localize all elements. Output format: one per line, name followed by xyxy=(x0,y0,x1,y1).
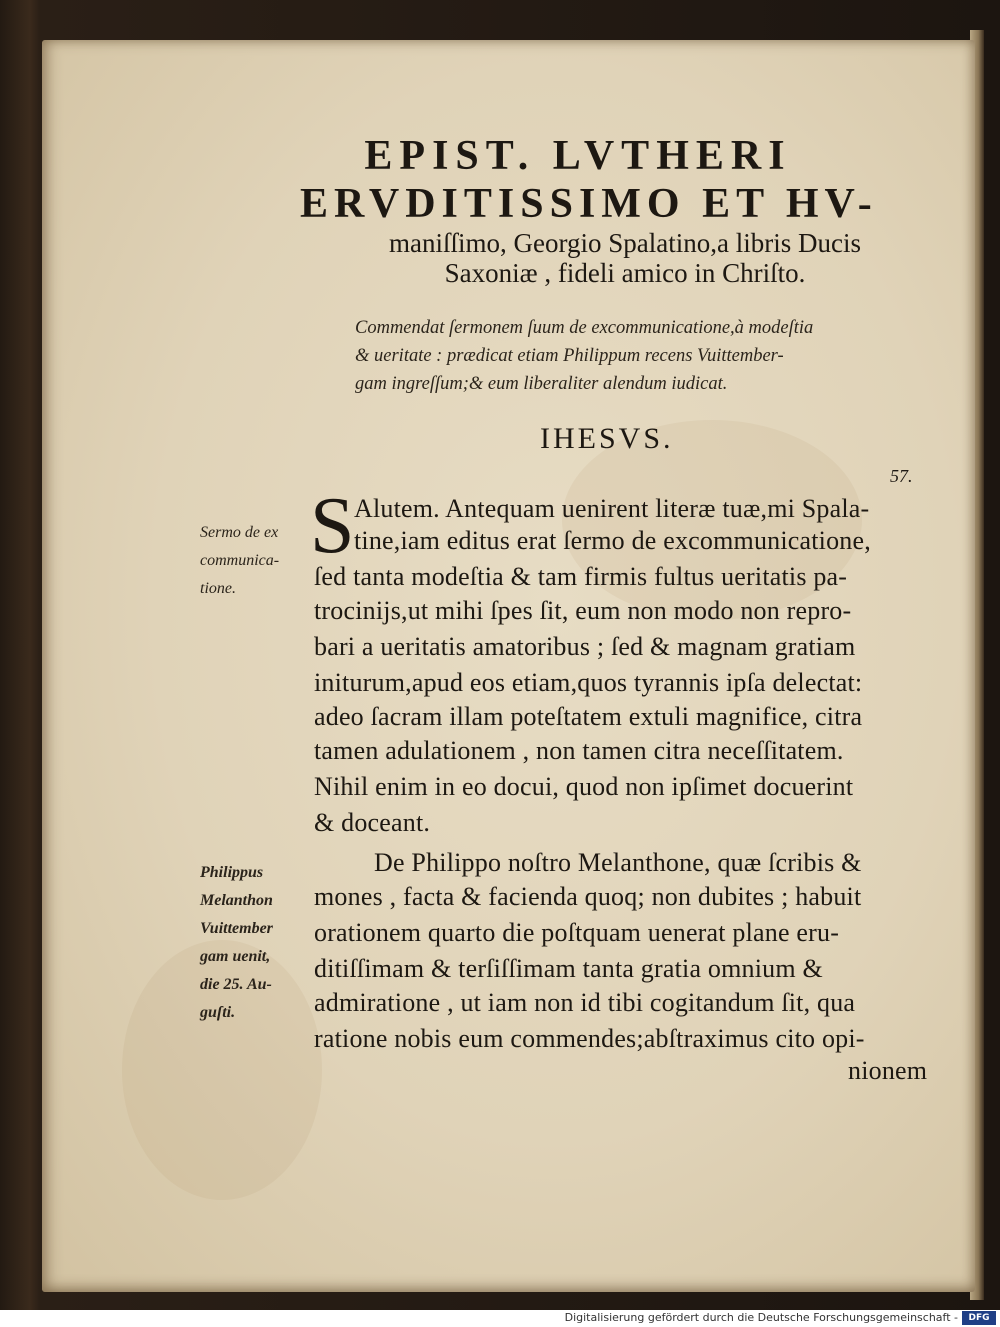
dfg-logo: DFG xyxy=(962,1311,996,1325)
body-line: Nihil enim in eo docui, quod non ipſimet docuerint xyxy=(314,772,854,801)
summary-line: Commendat ſermonem ſuum de excommunicatione,à modeſtia xyxy=(355,318,814,338)
margin-note-line: guſti. xyxy=(200,1004,236,1021)
body-line: initurum,apud eos etiam,quos tyrannis ipſa delectat: xyxy=(314,668,863,697)
body-line: adeo ſacram illam poteſtatem extuli magnifice, citra xyxy=(314,702,863,731)
title-line-2: ERVDITISSIMO ET HV- xyxy=(300,181,878,227)
margin-note-line: die 25. Au- xyxy=(200,976,272,993)
body-line: trocinijs,ut mihi ſpes ſit, eum non modo non repro- xyxy=(314,596,852,625)
body-line: De Philippo noſtro Melanthone, quæ ſcribis & xyxy=(374,848,862,877)
margin-note-line: Philippus xyxy=(200,864,264,881)
body-line: tine,iam editus erat ſermo de excommunicatione, xyxy=(354,526,871,555)
drop-cap: S xyxy=(310,482,355,570)
body-line: tamen adulationem , non tamen citra neceſſitatem. xyxy=(314,736,844,765)
margin-note-line: tione. xyxy=(200,580,236,597)
footer-credit: Digitalisierung gefördert durch die Deutsche Forschungsgemeinschaft - xyxy=(564,1311,958,1324)
margin-note-line: communica- xyxy=(200,552,280,569)
title-line-4: Saxoniæ , fideli amico in Chriſto. xyxy=(444,258,806,288)
body-line: & doceant. xyxy=(314,808,431,837)
catchword: nionem xyxy=(848,1056,928,1085)
margin-note-line: Sermo de ex xyxy=(200,524,279,541)
margin-note-line: Vuittember xyxy=(200,920,273,937)
body-line: admiratione , ut iam non id tibi cogitandum ſit, qua xyxy=(314,988,856,1017)
body-line: ditiſſimam & terſiſſimam tanta gratia omnium & xyxy=(314,954,823,983)
section-heading: IHESVS. xyxy=(540,422,674,455)
margin-note-line: Melanthon xyxy=(200,892,273,909)
margin-note-line: gam uenit, xyxy=(200,948,271,965)
body-line: mones , facta & facienda quoq; non dubites ; habuit xyxy=(314,882,862,911)
body-line: ratione nobis eum commendes;abſtraximus cito opi- xyxy=(314,1024,865,1053)
title-line-3: maniſſimo, Georgio Spalatino,a libris Ducis xyxy=(389,228,861,258)
body-line: Alutem. Antequam uenirent literæ tuæ,mi Spala- xyxy=(354,494,870,523)
page-number: 57. xyxy=(890,466,913,486)
summary-line: & ueritate : prædicat etiam Philippum recens Vuittember- xyxy=(355,346,784,366)
body-line: bari a ueritatis amatoribus ; ſed & magnam gratiam xyxy=(314,632,856,661)
body-line: ſed tanta modeſtia & tam firmis fultus ueritatis pa- xyxy=(314,562,848,591)
body-line: orationem quarto die poſtquam uenerat plane eru- xyxy=(314,918,840,947)
summary-line: gam ingreſſum;& eum liberaliter alendum iudicat. xyxy=(355,374,728,394)
title-line-1: EPIST. LVTHERI xyxy=(364,133,792,179)
